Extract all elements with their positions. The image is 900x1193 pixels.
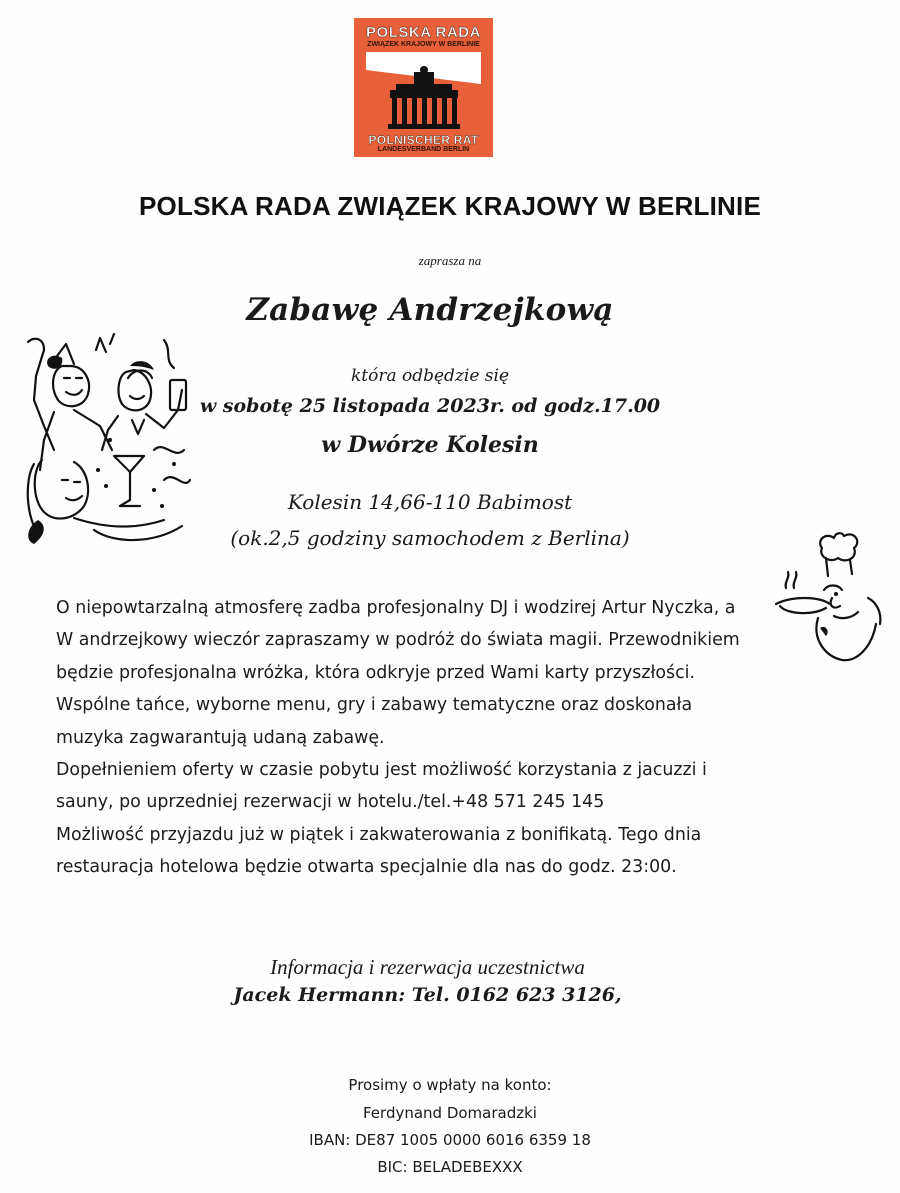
bic: BIC: BELADEBEXXX xyxy=(377,1158,523,1176)
contact-person: Jacek Hermann: Tel. 0162 623 3126, xyxy=(233,984,622,1006)
description-line: Wspólne tańce, wyborne menu, gry i zabawy tematyczne oraz doskonała xyxy=(56,695,693,716)
iban: IBAN: DE87 1005 0000 6016 6359 18 xyxy=(309,1131,591,1149)
logo-top-text: POLSKA RADA xyxy=(366,24,481,41)
logo-bottom-text: POLNISCHER RAT xyxy=(368,133,479,147)
description-line: muzyka zagwarantują udaną zabawę. xyxy=(56,727,385,748)
logo-gate-panel xyxy=(366,52,481,132)
account-holder: Ferdynand Domaradzki xyxy=(363,1104,537,1122)
brandenburg-gate-icon xyxy=(366,52,481,132)
description-line: sauny, po uprzedniej rezerwacji w hotelu./tel.+48 571 245 145 xyxy=(56,792,605,813)
event-venue: w Dwórze Kolesin xyxy=(321,432,539,458)
description-line: będzie profesjonalna wróżka, która odkryje przed Wami karty przyszłości. xyxy=(56,662,696,683)
contact-label: Informacja i rezerwacja uczestnictwa xyxy=(270,955,585,979)
description-line: O niepowtarzalną atmosferę zadba profesjonalny DJ i wodzirej Artur Nyczka, a xyxy=(56,598,736,618)
description-line: W andrzejkowy wieczór zapraszamy w podróż do świata magii. Przewodnikiem xyxy=(56,630,740,651)
event-description xyxy=(56,592,796,884)
event-name: Zabawę Andrzejkową xyxy=(246,292,614,328)
event-date: w sobotę 25 listopada 2023r. od godz.17.00 xyxy=(199,395,661,417)
event-held-intro: która odbędzie się xyxy=(350,366,510,386)
event-distance: (ok.2,5 godziny samochodem z Berlina) xyxy=(230,526,630,550)
payment-request: Prosimy o wpłaty na konto: xyxy=(348,1076,552,1094)
description-line: restauracja hotelowa będzie otwarta specjalnie dla nas do godz. 23:00. xyxy=(56,857,677,878)
logo-bottom-subtext: LANDESVERBAND BERLIN xyxy=(377,146,470,153)
invites-text: zaprasza na xyxy=(418,253,482,268)
organization-logo xyxy=(354,18,493,157)
description-line: Możliwość przyjazdu już w piątek i zakwaterowania z bonifikatą. Tego dnia xyxy=(56,824,702,845)
event-address: Kolesin 14,66-110 Babimost xyxy=(287,490,573,514)
organization-title: POLSKA RADA ZWIĄZEK KRAJOWY W BERLINIE xyxy=(139,191,761,221)
logo-top-subtext: ZWIĄZEK KRAJOWY W BERLINIE xyxy=(367,41,480,48)
description-line: Dopełnieniem oferty w czasie pobytu jest możliwość korzystania z jacuzzi i xyxy=(56,760,707,781)
